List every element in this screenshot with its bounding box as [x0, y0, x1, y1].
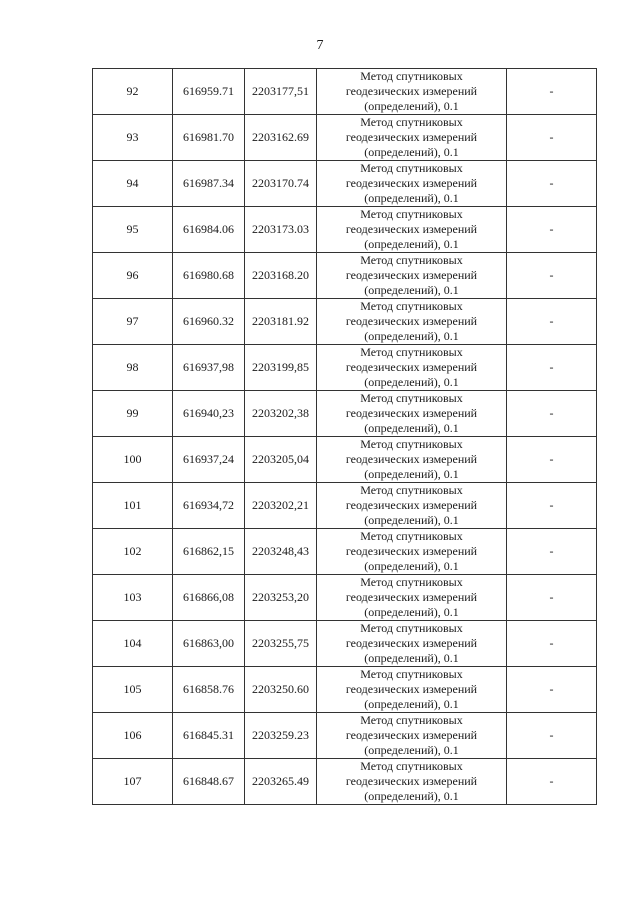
method-line-3: (определений), 0.1 — [364, 513, 459, 527]
determination-method — [317, 345, 507, 391]
method-line-1: Метод спутниковых — [360, 345, 463, 359]
table-row — [93, 253, 597, 299]
point-number: 97 — [93, 299, 173, 345]
point-description: - — [507, 667, 597, 713]
method-line-2: геодезических измерений — [345, 130, 478, 144]
determination-method — [317, 69, 507, 115]
method-line-2: геодезических измерений — [345, 682, 478, 696]
method-line-1: Метод спутниковых — [360, 575, 463, 589]
coordinate-x: 616981.70 — [173, 115, 245, 161]
point-number: 92 — [93, 69, 173, 115]
point-number: 105 — [93, 667, 173, 713]
point-description: - — [507, 529, 597, 575]
coordinate-x: 616863,00 — [173, 621, 245, 667]
method-line-2: геодезических измерений — [345, 176, 478, 190]
method-line-3: (определений), 0.1 — [364, 789, 459, 803]
method-line-2: геодезических измерений — [345, 498, 478, 512]
coordinate-x: 616848.67 — [173, 759, 245, 805]
page-number: 7 — [316, 38, 324, 53]
table-row — [93, 207, 597, 253]
point-description: - — [507, 483, 597, 529]
point-number: 93 — [93, 115, 173, 161]
method-line-3: (определений), 0.1 — [364, 375, 459, 389]
point-description: - — [507, 207, 597, 253]
table-row — [93, 161, 597, 207]
method-line-2: геодезических измерений — [345, 636, 478, 650]
coordinate-y: 2203202,38 — [245, 391, 317, 437]
coordinate-y: 2203205,04 — [245, 437, 317, 483]
method-line-3: (определений), 0.1 — [364, 237, 459, 251]
point-description: - — [507, 391, 597, 437]
point-number: 98 — [93, 345, 173, 391]
table-row — [93, 299, 597, 345]
point-description: - — [507, 437, 597, 483]
method-line-3: (определений), 0.1 — [364, 421, 459, 435]
coordinate-x: 616862,15 — [173, 529, 245, 575]
determination-method — [317, 575, 507, 621]
coordinate-x: 616937,24 — [173, 437, 245, 483]
table-row — [93, 713, 597, 759]
point-description: - — [507, 299, 597, 345]
coordinate-y: 2203181.92 — [245, 299, 317, 345]
coordinate-x: 616866,08 — [173, 575, 245, 621]
method-line-1: Метод спутниковых — [360, 115, 463, 129]
determination-method — [317, 529, 507, 575]
point-number: 107 — [93, 759, 173, 805]
coordinate-y: 2203202,21 — [245, 483, 317, 529]
point-number: 95 — [93, 207, 173, 253]
method-line-1: Метод спутниковых — [360, 437, 463, 451]
method-line-2: геодезических измерений — [345, 314, 478, 328]
determination-method — [317, 667, 507, 713]
method-line-3: (определений), 0.1 — [364, 99, 459, 113]
method-line-2: геодезических измерений — [345, 360, 478, 374]
method-line-1: Метод спутниковых — [360, 391, 463, 405]
point-description: - — [507, 759, 597, 805]
coordinate-y: 2203255,75 — [245, 621, 317, 667]
method-line-2: геодезических измерений — [345, 222, 478, 236]
coordinate-x: 616937,98 — [173, 345, 245, 391]
point-number: 101 — [93, 483, 173, 529]
method-line-2: геодезических измерений — [345, 406, 478, 420]
coordinate-x: 616960.32 — [173, 299, 245, 345]
coordinate-x: 616980.68 — [173, 253, 245, 299]
method-line-3: (определений), 0.1 — [364, 329, 459, 343]
method-line-3: (определений), 0.1 — [364, 283, 459, 297]
determination-method — [317, 253, 507, 299]
table-row — [93, 575, 597, 621]
determination-method — [317, 115, 507, 161]
point-number: 106 — [93, 713, 173, 759]
point-description: - — [507, 69, 597, 115]
table-row — [93, 115, 597, 161]
point-description: - — [507, 115, 597, 161]
method-line-1: Метод спутниковых — [360, 483, 463, 497]
method-line-1: Метод спутниковых — [360, 667, 463, 681]
table-row — [93, 69, 597, 115]
method-line-1: Метод спутниковых — [360, 759, 463, 773]
point-number: 96 — [93, 253, 173, 299]
table-row — [93, 483, 597, 529]
point-number: 103 — [93, 575, 173, 621]
point-description: - — [507, 345, 597, 391]
point-number: 104 — [93, 621, 173, 667]
method-line-2: геодезических измерений — [345, 774, 478, 788]
method-line-2: геодезических измерений — [345, 452, 478, 466]
coordinate-y: 2203168.20 — [245, 253, 317, 299]
point-number: 99 — [93, 391, 173, 437]
table-row — [93, 345, 597, 391]
method-line-3: (определений), 0.1 — [364, 651, 459, 665]
coordinates-table — [92, 68, 597, 805]
point-description: - — [507, 161, 597, 207]
determination-method — [317, 483, 507, 529]
table-row — [93, 437, 597, 483]
table-row — [93, 759, 597, 805]
point-number: 102 — [93, 529, 173, 575]
method-line-2: геодезических измерений — [345, 728, 478, 742]
method-line-2: геодезических измерений — [345, 268, 478, 282]
method-line-1: Метод спутниковых — [360, 299, 463, 313]
point-description: - — [507, 621, 597, 667]
method-line-1: Метод спутниковых — [360, 621, 463, 635]
coordinates-table-body — [93, 69, 597, 805]
point-description: - — [507, 253, 597, 299]
determination-method — [317, 391, 507, 437]
coordinate-y: 2203177,51 — [245, 69, 317, 115]
table-row — [93, 667, 597, 713]
method-line-1: Метод спутниковых — [360, 69, 463, 83]
coordinate-y: 2203199,85 — [245, 345, 317, 391]
method-line-3: (определений), 0.1 — [364, 697, 459, 711]
coordinate-x: 616858.76 — [173, 667, 245, 713]
coordinate-y: 2203250.60 — [245, 667, 317, 713]
determination-method — [317, 299, 507, 345]
coordinate-x: 616987.34 — [173, 161, 245, 207]
method-line-3: (определений), 0.1 — [364, 145, 459, 159]
determination-method — [317, 713, 507, 759]
coordinate-x: 616940,23 — [173, 391, 245, 437]
method-line-1: Метод спутниковых — [360, 161, 463, 175]
method-line-1: Метод спутниковых — [360, 529, 463, 543]
point-description: - — [507, 713, 597, 759]
method-line-3: (определений), 0.1 — [364, 191, 459, 205]
table-row — [93, 621, 597, 667]
method-line-3: (определений), 0.1 — [364, 743, 459, 757]
coordinate-x: 616984.06 — [173, 207, 245, 253]
coordinate-y: 2203259.23 — [245, 713, 317, 759]
method-line-2: геодезических измерений — [345, 84, 478, 98]
coordinate-y: 2203253,20 — [245, 575, 317, 621]
method-line-1: Метод спутниковых — [360, 253, 463, 267]
determination-method — [317, 437, 507, 483]
coordinate-y: 2203248,43 — [245, 529, 317, 575]
method-line-3: (определений), 0.1 — [364, 559, 459, 573]
coordinate-y: 2203173.03 — [245, 207, 317, 253]
method-line-3: (определений), 0.1 — [364, 467, 459, 481]
point-number: 94 — [93, 161, 173, 207]
method-line-2: геодезических измерений — [345, 544, 478, 558]
determination-method — [317, 621, 507, 667]
table-row — [93, 391, 597, 437]
determination-method — [317, 161, 507, 207]
coordinate-y: 2203162.69 — [245, 115, 317, 161]
point-description: - — [507, 575, 597, 621]
coordinate-x: 616934,72 — [173, 483, 245, 529]
determination-method — [317, 207, 507, 253]
coordinate-y: 2203170.74 — [245, 161, 317, 207]
coordinate-x: 616959.71 — [173, 69, 245, 115]
determination-method — [317, 759, 507, 805]
table-row — [93, 529, 597, 575]
point-number: 100 — [93, 437, 173, 483]
coordinate-y: 2203265.49 — [245, 759, 317, 805]
method-line-2: геодезических измерений — [345, 590, 478, 604]
method-line-1: Метод спутниковых — [360, 713, 463, 727]
coordinate-x: 616845.31 — [173, 713, 245, 759]
method-line-3: (определений), 0.1 — [364, 605, 459, 619]
method-line-1: Метод спутниковых — [360, 207, 463, 221]
